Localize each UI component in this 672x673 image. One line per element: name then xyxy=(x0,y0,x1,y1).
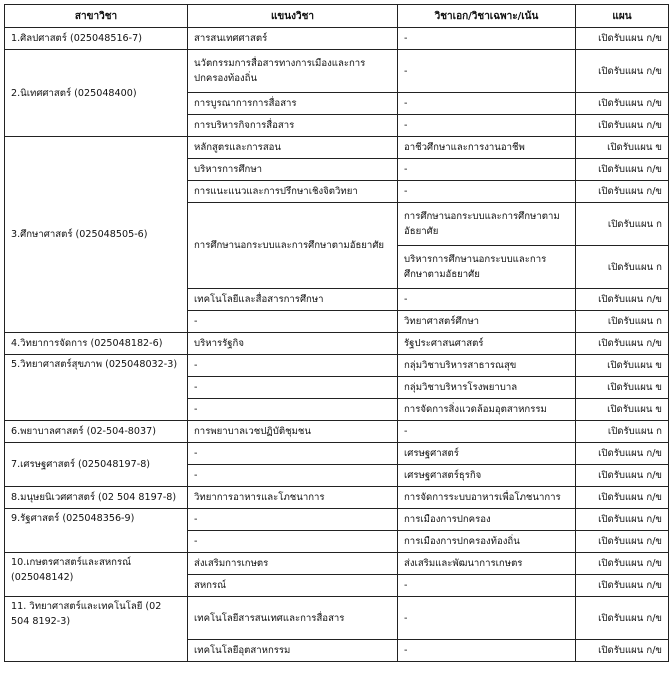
table-cell: - xyxy=(398,289,576,311)
table-cell: เศรษฐศาสตร์ xyxy=(398,443,576,465)
table-cell: การเมืองการปกครองท้องถิ่น xyxy=(398,531,576,553)
table-row xyxy=(5,553,669,575)
table-cell: - xyxy=(188,465,398,487)
table-cell: การจัดการสิ่งแวดล้อมอุตสาหกรรม xyxy=(398,399,576,421)
table-cell: - xyxy=(398,181,576,203)
table-cell: การบริหารกิจการสื่อสาร xyxy=(188,115,398,137)
table-cell: เทคโนโลยีอุตสาหกรรม xyxy=(188,640,398,662)
table-cell: เปิดรับแผน ก/ข xyxy=(576,181,669,203)
header-major: วิชาเอก/วิชาเฉพาะ/เน้น xyxy=(398,5,576,28)
header-row xyxy=(5,5,669,28)
table-cell: เปิดรับแผน ก/ข xyxy=(576,93,669,115)
table-cell: 3.ศึกษาศาสตร์ (025048505-6) xyxy=(5,137,188,333)
table-cell: 2.นิเทศศาสตร์ (025048400) xyxy=(5,50,188,137)
header-plan: แผน xyxy=(576,5,669,28)
table-cell: 4.วิทยาการจัดการ (025048182-6) xyxy=(5,333,188,355)
table-cell: บริหารรัฐกิจ xyxy=(188,333,398,355)
header-field-of-study: สาขาวิชา xyxy=(5,5,188,28)
table-row xyxy=(5,137,669,159)
table-cell: - xyxy=(188,377,398,399)
table-row xyxy=(5,421,669,443)
table-cell: วิทยาศาสตร์ศึกษา xyxy=(398,311,576,333)
table-cell: เปิดรับแผน ข xyxy=(576,355,669,377)
table-cell: สหกรณ์ xyxy=(188,575,398,597)
table-cell: เปิดรับแผน ก/ข xyxy=(576,115,669,137)
table-cell: - xyxy=(398,115,576,137)
table-cell: เทคโนโลยีสารสนเทศและการสื่อสาร xyxy=(188,597,398,640)
table-row xyxy=(5,597,669,640)
table-cell: เปิดรับแผน ก/ข xyxy=(576,487,669,509)
table-cell: - xyxy=(398,93,576,115)
table-cell: - xyxy=(188,399,398,421)
table-cell: - xyxy=(188,443,398,465)
table-row xyxy=(5,333,669,355)
table-cell: - xyxy=(188,509,398,531)
table-cell: - xyxy=(398,28,576,50)
table-cell: - xyxy=(398,597,576,640)
table-cell: บริหารการศึกษา xyxy=(188,159,398,181)
table-cell: - xyxy=(188,311,398,333)
table-cell: 7.เศรษฐศาสตร์ (025048197-8) xyxy=(5,443,188,487)
table-cell: เทคโนโลยีและสื่อสารการศึกษา xyxy=(188,289,398,311)
table-cell: เปิดรับแผน ก/ข xyxy=(576,640,669,662)
table-cell: รัฐประศาสนศาสตร์ xyxy=(398,333,576,355)
table-cell: วิทยาการอาหารและโภชนาการ xyxy=(188,487,398,509)
table-cell: การบูรณาการการสื่อสาร xyxy=(188,93,398,115)
table-cell: เปิดรับแผน ก/ข xyxy=(576,50,669,93)
table-cell: เปิดรับแผน ก xyxy=(576,311,669,333)
table-cell: หลักสูตรและการสอน xyxy=(188,137,398,159)
table-cell: - xyxy=(398,159,576,181)
table-cell: เปิดรับแผน ข xyxy=(576,137,669,159)
table-cell: เปิดรับแผน ก/ข xyxy=(576,597,669,640)
table-cell: เปิดรับแผน ก/ข xyxy=(576,531,669,553)
table-cell: เปิดรับแผน ก/ข xyxy=(576,465,669,487)
table-cell: - xyxy=(398,640,576,662)
table-cell: 11. วิทยาศาสตร์และเทคโนโลยี (02 504 8192-3) xyxy=(5,597,188,662)
table-row xyxy=(5,443,669,465)
table-cell: กลุ่มวิชาบริหารสาธารณสุข xyxy=(398,355,576,377)
table-cell: เปิดรับแผน ก/ข xyxy=(576,289,669,311)
table-cell: เปิดรับแผน ก/ข xyxy=(576,553,669,575)
table-cell: 6.พยาบาลศาสตร์ (02-504-8037) xyxy=(5,421,188,443)
table-cell: อาชีวศึกษาและการงานอาชีพ xyxy=(398,137,576,159)
table-cell: 10.เกษตรศาสตร์และสหกรณ์ (025048142) xyxy=(5,553,188,597)
table-cell: เปิดรับแผน ข xyxy=(576,377,669,399)
table-cell: การพยาบาลเวชปฏิบัติชุมชน xyxy=(188,421,398,443)
table-cell: เปิดรับแผน ข xyxy=(576,399,669,421)
table-cell: - xyxy=(398,421,576,443)
table-cell: บริหารการศึกษานอกระบบและการศึกษาตามอัธยาศัย xyxy=(398,246,576,289)
table-cell: การศึกษานอกระบบและการศึกษาตามอัธยาศัย xyxy=(398,203,576,246)
table-cell: การศึกษานอกระบบและการศึกษาตามอัธยาศัย xyxy=(188,203,398,289)
table-cell: นวัตกรรมการสื่อสารทางการเมืองและการปกครองท้องถิ่น xyxy=(188,50,398,93)
table-cell: 8.มนุษยนิเวศศาสตร์ (02 504 8197-8) xyxy=(5,487,188,509)
table-cell: การแนะแนวและการปรึกษาเชิงจิตวิทยา xyxy=(188,181,398,203)
table-cell: การจัดการระบบอาหารเพื่อโภชนาการ xyxy=(398,487,576,509)
table-row xyxy=(5,50,669,93)
program-table xyxy=(4,4,669,662)
table-cell: - xyxy=(188,531,398,553)
table-cell: ส่งเสริมและพัฒนาการเกษตร xyxy=(398,553,576,575)
table-cell: เปิดรับแผน ก xyxy=(576,246,669,289)
table-cell: - xyxy=(398,50,576,93)
table-cell: - xyxy=(398,575,576,597)
table-cell: เปิดรับแผน ก/ข xyxy=(576,159,669,181)
table-cell: เปิดรับแผน ก/ข xyxy=(576,509,669,531)
table-body xyxy=(5,28,669,662)
table-cell: กลุ่มวิชาบริหารโรงพยาบาล xyxy=(398,377,576,399)
table-cell: เศรษฐศาสตร์ธุรกิจ xyxy=(398,465,576,487)
header-branch: แขนงวิชา xyxy=(188,5,398,28)
table-cell: เปิดรับแผน ก/ข xyxy=(576,28,669,50)
table-cell: ส่งเสริมการเกษตร xyxy=(188,553,398,575)
table-row xyxy=(5,509,669,531)
table-cell: เปิดรับแผน ก/ข xyxy=(576,333,669,355)
table-cell: เปิดรับแผน ก xyxy=(576,203,669,246)
table-cell: 1.ศิลปศาสตร์ (025048516-7) xyxy=(5,28,188,50)
table-cell: เปิดรับแผน ก/ข xyxy=(576,575,669,597)
table-cell: สารสนเทศศาสตร์ xyxy=(188,28,398,50)
table-cell: 5.วิทยาศาสตร์สุขภาพ (025048032-3) xyxy=(5,355,188,421)
table-cell: การเมืองการปกครอง xyxy=(398,509,576,531)
table-cell: เปิดรับแผน ก xyxy=(576,421,669,443)
table-cell: - xyxy=(188,355,398,377)
table-row xyxy=(5,28,669,50)
table-row xyxy=(5,355,669,377)
table-row xyxy=(5,487,669,509)
table-cell: 9.รัฐศาสตร์ (025048356-9) xyxy=(5,509,188,553)
table-cell: เปิดรับแผน ก/ข xyxy=(576,443,669,465)
